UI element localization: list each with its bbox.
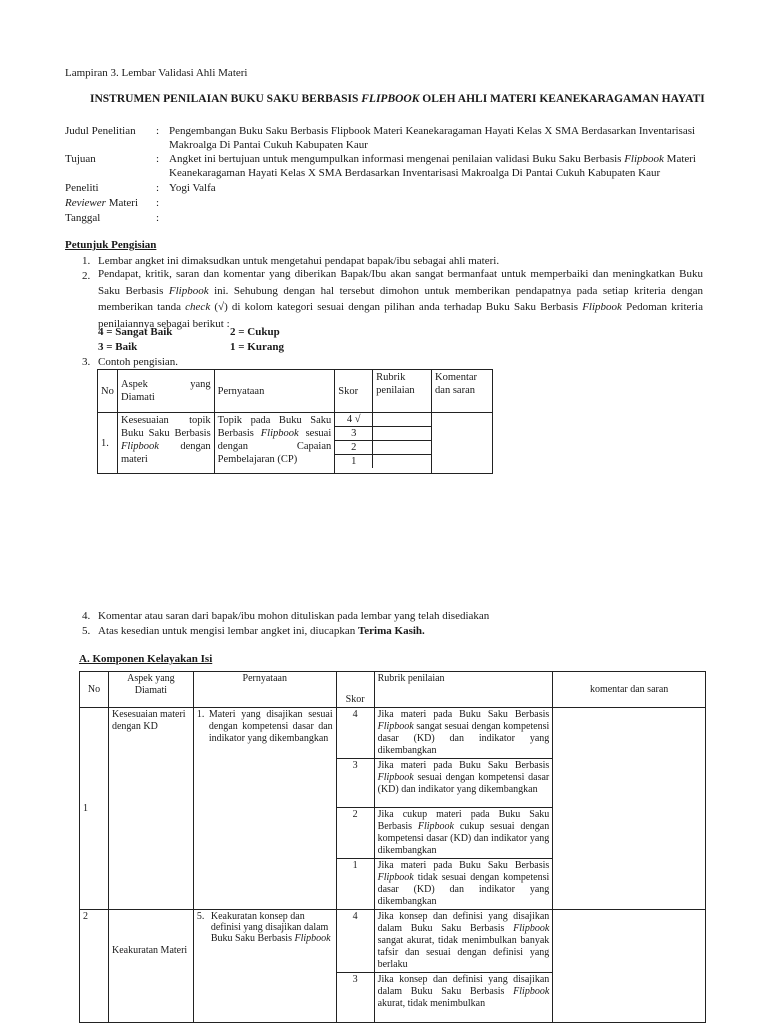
row1-skor-2: 2 <box>336 808 374 859</box>
header-rubrik: Rubrik penilaian <box>373 370 432 413</box>
header-pernyataan: Pernyataan <box>214 370 335 413</box>
list-number: 2. <box>82 270 91 282</box>
row2-rubrik-4: Jika konsep dan definisi yang disajikan dalam Buku Saku Berbasis Flipbook sangat akurat, tidak menimbulkan banyak tafsir dan sesuai dengan definisi yang berlaku <box>374 910 553 973</box>
row1-aspek: Kesesuaian materi dengan KD <box>108 708 193 910</box>
example-aspek: Kesesuaian topik Buku Saku Berbasis Flipbook dengan materi <box>117 413 214 474</box>
row2-skor-3: 3 <box>336 973 374 1023</box>
row2-no: 2 <box>80 910 109 1023</box>
row1-skor-3: 3 <box>336 759 374 808</box>
row1-no: 1 <box>80 708 109 910</box>
example-rubrik-cell <box>373 455 431 469</box>
petunjuk-item-5: Atas kesedian untuk mengisi lembar angket ini, diucapkan Terima Kasih. <box>98 625 425 637</box>
header-no: No <box>80 672 109 708</box>
row2-pernyataan: 5. Keakuratan konsep dan definisi yang disajikan dalam Buku Saku Berbasis Flipbook <box>193 910 336 1023</box>
example-rubrik-cell <box>373 427 431 441</box>
list-number: 1. <box>82 255 91 267</box>
example-komentar <box>432 413 493 474</box>
header-aspek: Aspek yang Diamati <box>108 672 193 708</box>
example-rubrik-cell <box>373 441 431 455</box>
row1-skor-4: 4 <box>336 708 374 759</box>
header-komentar: Komentar dan saran <box>432 370 493 413</box>
list-number: 4. <box>82 610 91 622</box>
row2-aspek: Keakuratan Materi <box>108 910 193 1023</box>
example-table <box>97 369 493 474</box>
tanggal-label: Tanggal <box>65 212 101 224</box>
header-rubrik: Rubrik penilaian <box>374 672 553 708</box>
petunjuk-item-2: Pendapat, kritik, saran dan komentar yang diberikan Bapak/Ibu akan sangat bermanfaat untuk memperbaiki dan meningkatkan Buku Saku Berbasis Flipbook ini. Sehubung dengan hal tersebut dimohon untuk memberikan pendapatnya pada setiap kriteria dengan memberikan tanda check (√) di kolom kategori sesuai dengan pilihan anda terhadap Buku Saku Berbasis Flipbook Pedoman kriteria penilaiannya sebagai berikut : <box>98 268 703 330</box>
petunjuk-item-1: Lembar angket ini dimaksudkan untuk mengetahui pendapat bapak/ibu sebagai ahli materi. <box>98 255 500 267</box>
row1-komentar <box>553 708 706 910</box>
colon: : <box>156 212 160 224</box>
example-rubrik-cell <box>373 413 431 427</box>
colon: : <box>156 182 160 194</box>
tujuan-value-line2: Keanekaragaman Hayati Kelas X SMA Berdasarkan Inventarisasi Makroalga Di Pantai Cukuh Kabupaten Kaur <box>169 167 661 179</box>
header-aspek: Aspek yang Diamati <box>117 370 214 413</box>
kriteria-1: 1 = Kurang <box>230 341 284 353</box>
row2-komentar <box>553 910 706 1023</box>
row2-skor-4: 4 <box>336 910 374 973</box>
row1-rubrik-2: Jika cukup materi pada Buku Saku Berbasis Flipbook cukup sesuai dengan kompetensi dasar (KD) dan indikator yang dikembangkan <box>374 808 553 859</box>
kriteria-2: 2 = Cukup <box>230 326 280 338</box>
kriteria-4: 4 = Sangat Baik <box>98 326 173 338</box>
peneliti-label: Peneliti <box>65 182 99 194</box>
example-pernyataan: Topik pada Buku Saku Berbasis Flipbook sesuai dengan Capaian Pembelajaran (CP) <box>214 413 335 474</box>
judul-value-line2: Makroalga Di Pantai Cukuh Kabupaten Kaur <box>169 139 368 151</box>
example-skor-3: 3 <box>335 427 373 441</box>
tujuan-label: Tujuan <box>65 153 96 165</box>
colon: : <box>156 197 160 209</box>
example-skor-2: 2 <box>335 441 373 455</box>
section-a-heading: A. Komponen Kelayakan Isi <box>79 653 213 665</box>
header-pernyataan: Pernyataan <box>193 672 336 708</box>
header-no: No <box>98 370 118 413</box>
judul-value-line1: Pengembangan Buku Saku Berbasis Flipbook Materi Keanekaragaman Hayati Kelas X SMA Berdasarkan Inventarisasi <box>169 125 696 137</box>
row1-pernyataan: 1. Materi yang disajikan sesuai dengan kompetensi dasar dan indikator yang dikembangkan <box>193 708 336 910</box>
petunjuk-heading: Petunjuk Pengisian <box>65 239 157 251</box>
petunjuk-item-3: Contoh pengisian. <box>98 356 179 368</box>
example-skor-1: 1 <box>335 455 373 469</box>
list-number: 3. <box>82 356 91 368</box>
peneliti-value: Yogi Valfa <box>169 182 216 194</box>
colon: : <box>156 153 160 165</box>
row1-skor-1: 1 <box>336 859 374 910</box>
colon: : <box>156 125 160 137</box>
example-skor-4: 4 √ <box>335 413 373 427</box>
example-no: 1. <box>98 413 118 474</box>
row1-rubrik-3: Jika materi pada Buku Saku Berbasis Flipbook sesuai dengan kompetensi dasar (KD) dan indikator yang dikembangkan <box>374 759 553 808</box>
tujuan-value-line1: Angket ini bertujuan untuk mengumpulkan informasi mengenai penilaian validasi Buku Saku Berbasis Flipbook Materi <box>169 153 696 165</box>
judul-label: Judul Penelitian <box>65 125 136 137</box>
list-number: 5. <box>82 625 91 637</box>
header-skor: Skor <box>336 672 374 708</box>
petunjuk-item-4: Komentar atau saran dari bapak/ibu mohon dituliskan pada lembar yang telah disediakan <box>98 610 490 622</box>
reviewer-label: Reviewer Materi <box>65 197 139 209</box>
kelayakan-isi-table <box>79 671 706 1023</box>
lampiran-caption: Lampiran 3. Lembar Validasi Ahli Materi <box>65 67 248 79</box>
document-title: INSTRUMEN PENILAIAN BUKU SAKU BERBASIS FLIPBOOK OLEH AHLI MATERI KEANEKARAGAMAN HAYATI <box>90 93 705 105</box>
row2-rubrik-3: Jika konsep dan definisi yang disajikan dalam Buku Saku Berbasis Flipbook akurat, tidak menimbulkan <box>374 973 553 1023</box>
example-skor-rubrik <box>335 413 432 474</box>
header-komentar: komentar dan saran <box>553 672 706 708</box>
row1-rubrik-1: Jika materi pada Buku Saku Berbasis Flipbook tidak sesuai dengan kompetensi dasar (KD) dan indikator yang dikembangkan <box>374 859 553 910</box>
header-skor: Skor <box>335 370 373 413</box>
row1-rubrik-4: Jika materi pada Buku Saku Berbasis Flipbook sangat sesuai dengan kompetensi dasar (KD) dan indikator yang dikembangkan <box>374 708 553 759</box>
kriteria-3: 3 = Baik <box>98 341 138 353</box>
